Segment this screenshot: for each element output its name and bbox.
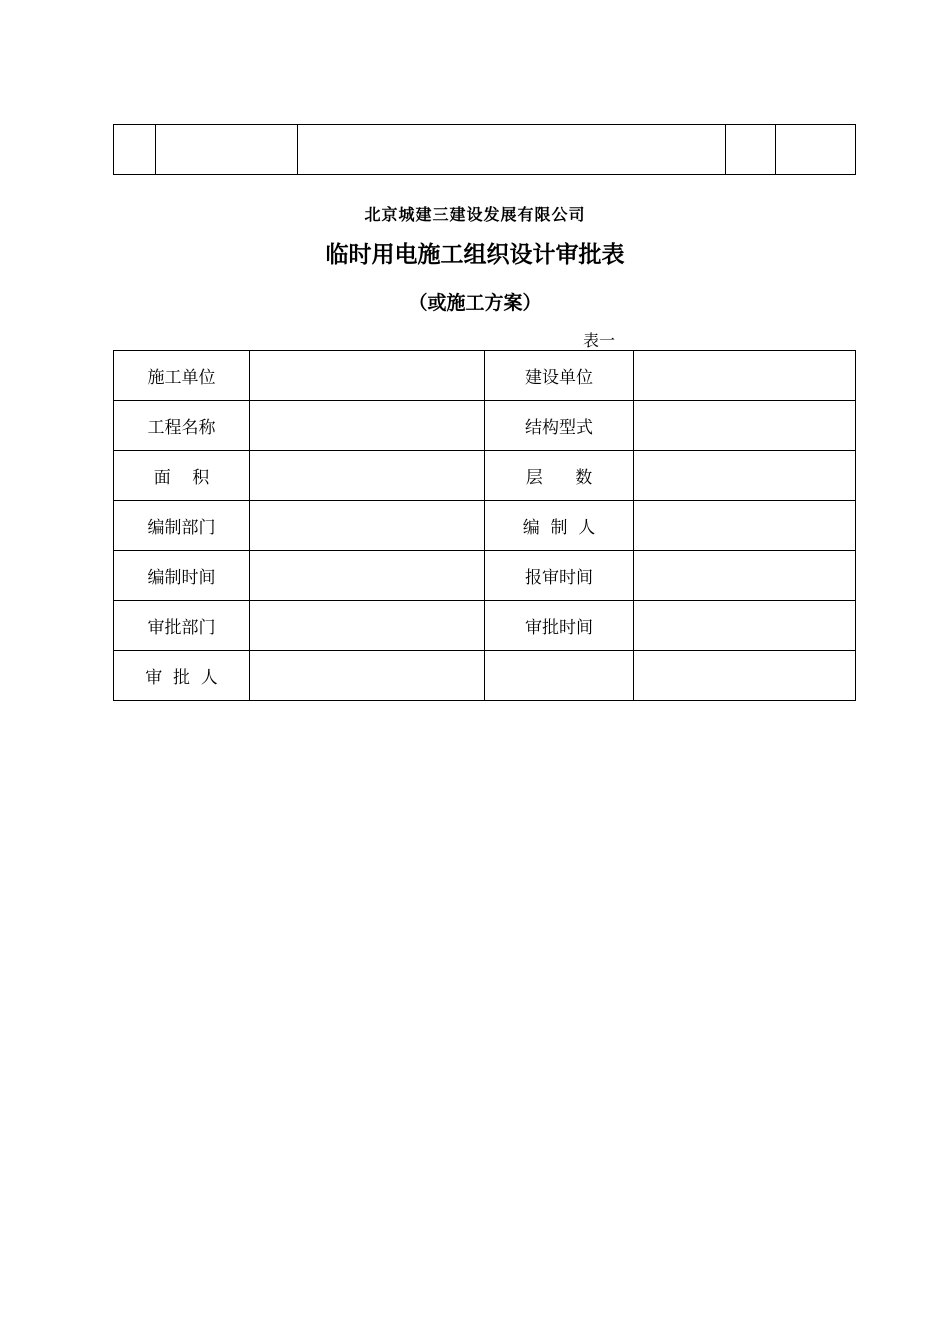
field-value[interactable] — [634, 601, 856, 651]
field-value[interactable] — [250, 451, 485, 501]
form-title: 临时用电施工组织设计审批表 — [325, 242, 625, 268]
table-cell — [298, 125, 726, 175]
table-cell — [726, 125, 776, 175]
field-label: 编 制 人 — [485, 501, 634, 551]
table-cell — [156, 125, 298, 175]
field-value[interactable] — [250, 351, 485, 401]
table-row — [114, 551, 856, 601]
table-row — [114, 601, 856, 651]
field-value[interactable] — [634, 651, 856, 701]
field-label: 建设单位 — [485, 351, 634, 401]
approval-form-table — [113, 350, 856, 701]
field-label: 施工单位 — [114, 351, 250, 401]
table-number: 表一 — [583, 331, 616, 350]
field-value[interactable] — [634, 551, 856, 601]
table-row — [114, 351, 856, 401]
field-label: 编制时间 — [114, 551, 250, 601]
form-subtitle: （或施工方案） — [408, 292, 542, 314]
field-label — [485, 651, 634, 701]
field-label: 编制部门 — [114, 501, 250, 551]
table-row — [114, 451, 856, 501]
field-value[interactable] — [250, 501, 485, 551]
table-cell — [776, 125, 856, 175]
field-value[interactable] — [634, 451, 856, 501]
field-label: 工程名称 — [114, 401, 250, 451]
field-value[interactable] — [250, 651, 485, 701]
company-name: 北京城建三建设发展有限公司 — [364, 205, 586, 224]
table-row — [114, 401, 856, 451]
field-label: 审 批 人 — [114, 651, 250, 701]
previous-page-table-fragment — [113, 124, 856, 175]
table-row — [114, 651, 856, 701]
field-label: 层 数 — [485, 451, 634, 501]
field-value[interactable] — [634, 501, 856, 551]
field-label: 面 积 — [114, 451, 250, 501]
field-value[interactable] — [634, 401, 856, 451]
field-value[interactable] — [250, 551, 485, 601]
field-label: 结构型式 — [485, 401, 634, 451]
field-value[interactable] — [634, 351, 856, 401]
field-value[interactable] — [250, 601, 485, 651]
field-value[interactable] — [250, 401, 485, 451]
table-cell — [114, 125, 156, 175]
table-row — [114, 125, 856, 175]
field-label: 审批时间 — [485, 601, 634, 651]
field-label: 审批部门 — [114, 601, 250, 651]
table-row — [114, 501, 856, 551]
field-label: 报审时间 — [485, 551, 634, 601]
